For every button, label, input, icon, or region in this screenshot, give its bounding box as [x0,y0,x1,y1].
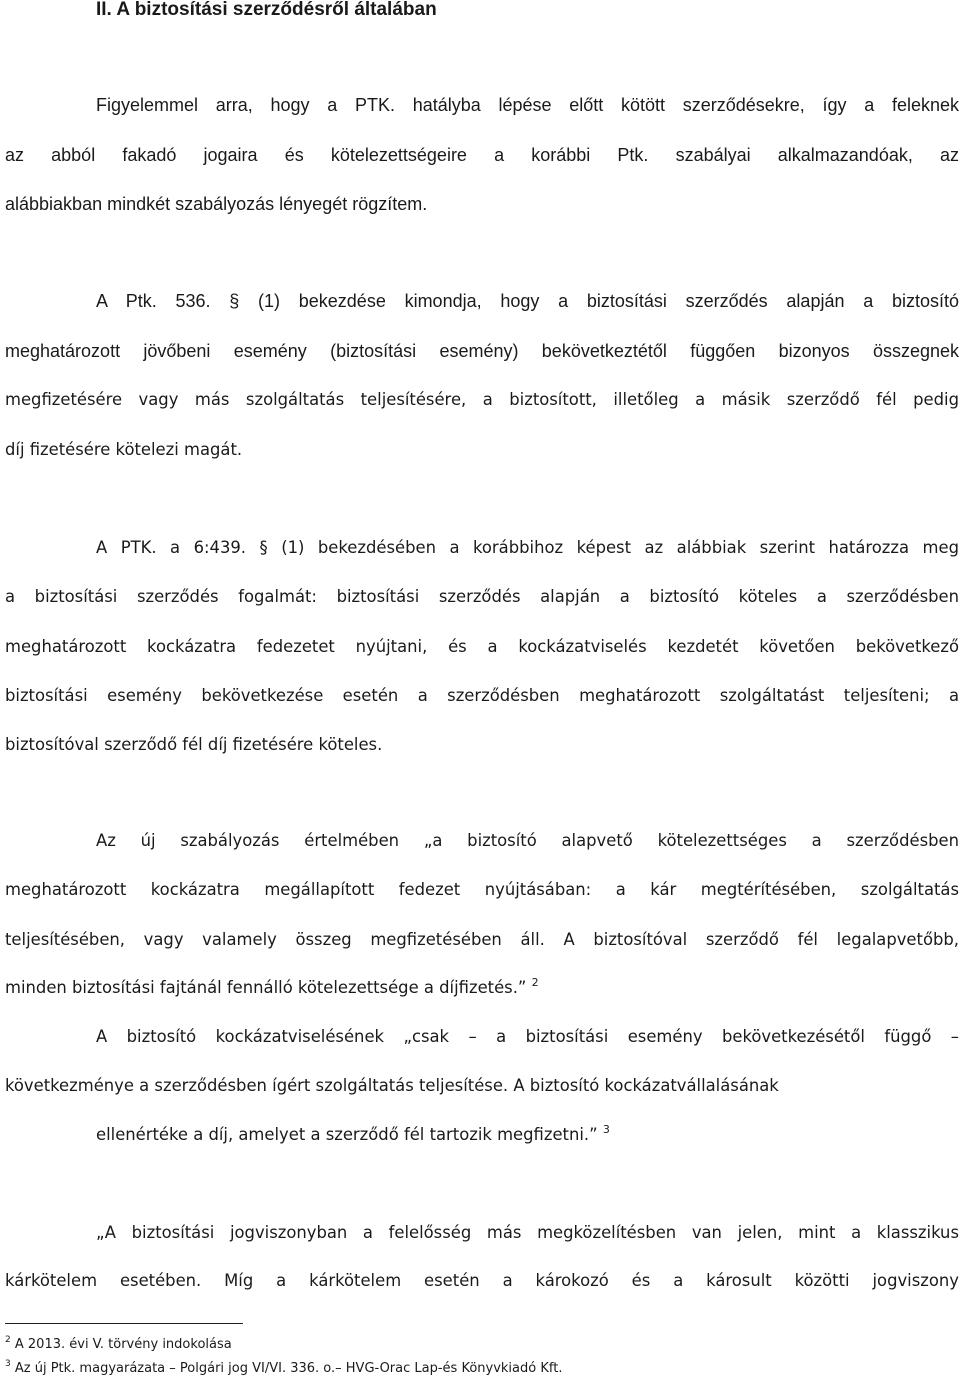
footnote-3-mark: 3 [5,1359,11,1369]
paragraph-5-line-2: következménye a szerződésben ígért szolgáltatás teljesítése. A biztosító kockázatvállalásának [5,1076,779,1095]
paragraph-3-line-1: A PTK. a 6:439. § (1) bekezdésében a korábbihoz képest az alábbiak szerint határozza meg [96,538,959,557]
paragraph-4-line-4-text: minden biztosítási fajtánál fennálló kötelezettsége a díjfizetés.” [5,978,527,997]
paragraph-3-line-3: meghatározott kockázatra fedezetet nyújtani, és a kockázatviselés kezdetét követően bekövetkező [5,637,959,656]
paragraph-2-line-1: A Ptk. 536. § (1) bekezdése kimondja, hogy a biztosítási szerződés alapján a biztosító [96,291,959,311]
footnote-ref-3: 3 [602,1123,610,1136]
paragraph-3-line-2: a biztosítási szerződés fogalmát: biztosítási szerződés alapján a biztosító köteles a szerződésben [5,587,959,606]
paragraph-1-line-1: Figyelemmel arra, hogy a PTK. hatályba lépése előtt kötött szerződésekre, így a feleknek [96,95,959,115]
paragraph-4-line-4 [5,978,539,998]
paragraph-1-line-2: az abból fakadó jogaira és kötelezettségeire a korábbi Ptk. szabályai alkalmazandóak, az [5,145,959,165]
paragraph-4-line-1: Az új szabályozás értelmében „a biztosító alapvető kötelezettséges a szerződésben [96,831,959,850]
section-heading: II. A biztosítási szerződésről általában [96,0,437,20]
footnote-3 [5,1361,562,1377]
paragraph-5-line-1: A biztosító kockázatviselésének „csak – a biztosítási esemény bekövetkezésétől függő – [96,1027,959,1046]
paragraph-4-line-3: teljesítésében, vagy valamely összeg megfizetésében áll. A biztosítóval szerződő fél legalapvetőbb, [5,930,959,949]
paragraph-2-line-4: díj fizetésére kötelezi magát. [5,440,243,459]
footnote-3-text: Az új Ptk. magyarázata – Polgári jog VI/VI. 336. o.– HVG-Orac Lap-és Könyvkiadó Kft. [14,1361,563,1376]
footnote-ref-2: 2 [531,976,539,989]
paragraph-5-line-3-text: ellenértéke a díj, amelyet a szerződő fél tartozik megfizetni.” [96,1125,598,1144]
paragraph-2-line-2: meghatározott jövőbeni esemény (biztosítási esemény) bekövetkeztétől függően bizonyos összegnek [5,341,959,361]
paragraph-3-line-4: biztosítási esemény bekövetkezése esetén a szerződésben meghatározott szolgáltatást teljesíteni; a [5,686,959,705]
footnote-separator [5,1323,243,1324]
paragraph-6-line-2: kárkötelem esetében. Míg a kárkötelem esetén a károkozó és a károsult közötti jogviszony [5,1271,959,1290]
paragraph-4-line-2: meghatározott kockázatra megállapított fedezet nyújtásában: a kár megtérítésében, szolgáltatás [5,880,959,899]
footnote-2 [5,1337,232,1353]
paragraph-3-line-5: biztosítóval szerződő fél díj fizetésére köteles. [5,735,383,754]
paragraph-5-line-3 [96,1125,610,1145]
paragraph-6-line-1: „A biztosítási jogviszonyban a felelősség más megközelítésben van jelen, mint a klasszikus [96,1223,959,1242]
footnote-2-mark: 2 [5,1335,11,1345]
paragraph-2-line-3: megfizetésére vagy más szolgáltatás teljesítésére, a biztosított, illetőleg a másik szerződő fél pedig [5,390,959,409]
footnote-2-text: A 2013. évi V. törvény indokolása [14,1337,232,1352]
paragraph-1-line-3: alábbiakban mindkét szabályozás lényegét rögzítem. [5,194,428,214]
